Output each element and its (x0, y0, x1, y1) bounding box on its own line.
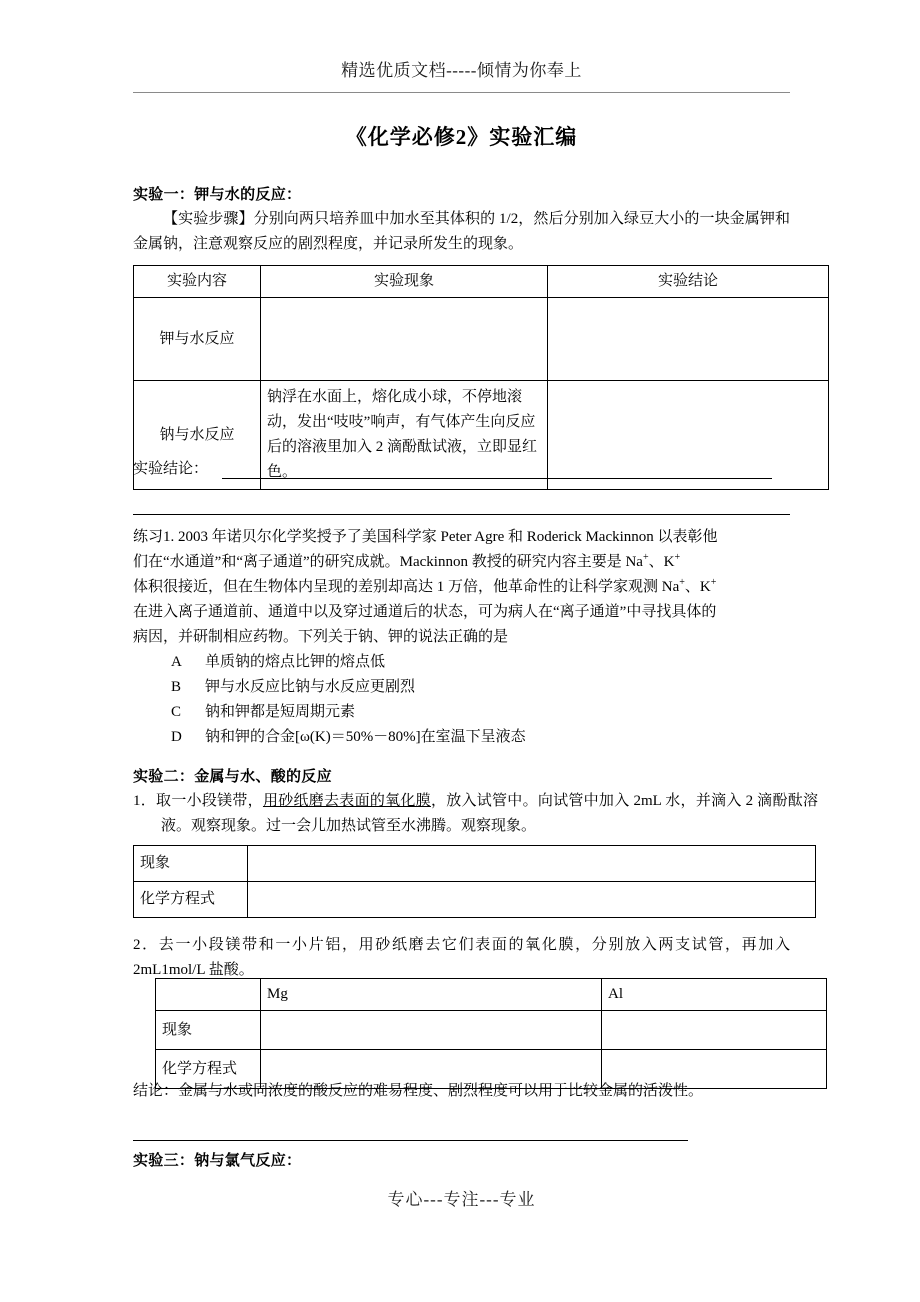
table-header-cell: 实验内容 (134, 266, 261, 298)
exercise-line-5: 病因，并研制相应药物。下列关于钠、钾的说法正确的是 (133, 629, 509, 645)
exercise-one-options (133, 650, 790, 750)
table-header-cell-mg: Mg (261, 979, 602, 1011)
option-text-c: 钠和钾都是短周期元素 (205, 704, 356, 720)
row-label-sodium: 钠与水反应 (134, 381, 261, 490)
option-key-b: B (171, 679, 182, 695)
experiment-one-heading: 实验一：钾与水的反应： (133, 187, 302, 203)
option-key-c: C (171, 704, 182, 720)
cell-al-phenomenon[interactable] (602, 1011, 827, 1050)
table-row (156, 1011, 827, 1050)
superscript-plus: + (679, 577, 685, 588)
row-label-phenomenon: 现象 (156, 1011, 261, 1050)
cell-mg-phenomenon[interactable] (261, 1011, 602, 1050)
exercise-line-2a: 们在“水通道”和“离子通道”的研究成就。Mackinnon 教授的研究内容主要是 Na (133, 554, 643, 570)
experiment-three-heading: 实验三：钠与氯气反应： (133, 1153, 302, 1169)
item1-prefix: 1．取一小段镁带， (133, 793, 263, 809)
table-header-row (156, 979, 827, 1011)
experiment-one-steps: 【实验步骤】分别向两只培养皿中加水至其体积的 1/2，然后分别加入绿豆大小的一块金属钾和金属钠，注意观察反应的剧烈程度，并记录所发生的现象。 (133, 211, 790, 252)
option-text-d: 钠和钾的合金[ω(K)＝50%－80%]在室温下呈液态 (205, 729, 526, 745)
table-header-cell: 实验结论 (548, 266, 829, 298)
row-label-potassium: 钾与水反应 (134, 298, 261, 381)
option-text-b: 钾与水反应比钠与水反应更剧烈 (205, 679, 416, 695)
conclusion-blank-line-2[interactable] (133, 514, 790, 515)
exercise-one-body (133, 525, 790, 650)
table-header-row (134, 266, 829, 298)
exercise-line-2b: 、K (648, 554, 675, 570)
option-key-d: D (171, 729, 182, 745)
section-divider-line (133, 1140, 688, 1141)
table-header-cell-blank (156, 979, 261, 1011)
header-divider (133, 92, 790, 93)
exercise-line-4: 在进入离子通道前、通道中以及穿过通道后的状态，可为病人在“离子通道”中寻找具体的 (133, 604, 717, 620)
row-label-phenomenon: 现象 (134, 846, 248, 882)
exercise-line-3a: 体积很接近，但在生物体内呈现的差别却高达 1 万倍，他革命性的让科学家观测 Na (133, 579, 680, 595)
document-title: 《化学必修2》实验汇编 (345, 125, 578, 149)
exercise-line-1: 练习1. 2003 年诺贝尔化学奖授予了美国科学家 Peter Agre 和 Roderick Mackinnon 以表彰他 (133, 529, 718, 545)
table-header-cell-al: Al (602, 979, 827, 1011)
experiment-two-conclusion: 结论：金属与水或同浓度的酸反应的难易程度、剧烈程度可以用于比较金属的活泼性。 (133, 1083, 704, 1099)
cell-phenomenon-potassium[interactable] (261, 298, 548, 381)
superscript-plus: + (710, 577, 717, 588)
experiment-two-item-2: 2．去一小段镁带和一小片铝，用砂纸磨去它们表面的氧化膜，分别放入两支试管，再加入 2mL1mol/L 盐酸。 (133, 937, 790, 978)
experiment-two-table-1 (133, 845, 816, 918)
superscript-plus: + (642, 552, 649, 563)
option-row-a[interactable] (133, 650, 790, 675)
item1-suffix: ，放入试管中。向试管中加入 2mL 水，并滴入 2 滴酚酞溶液。观察现象。过一会儿加热试管至水沸腾。观察现象。 (161, 793, 818, 834)
experiment-two-heading: 实验二：金属与水、酸的反应 (133, 769, 332, 785)
cell-phenomenon-value[interactable] (248, 846, 816, 882)
table-row (134, 846, 816, 882)
table-row (134, 298, 829, 381)
option-text-a: 单质钠的熔点比钾的熔点低 (205, 654, 386, 670)
experiment-one-conclusion-label: 实验结论： (133, 461, 209, 477)
cell-phenomenon-sodium[interactable]: 钠浮在水面上，熔化成小球，不停地滚动，发出“吱吱”响声，有气体产生向反应后的溶液里加入 2 滴酚酞试液，立即显红色。 (261, 381, 548, 490)
item1-underlined-phrase: 用砂纸磨去表面的氧化膜 (262, 793, 431, 809)
row-label-equation: 化学方程式 (156, 1050, 261, 1089)
option-row-b[interactable] (133, 675, 790, 700)
experiment-two-item-1 (133, 789, 818, 839)
conclusion-blank-line-1[interactable] (222, 478, 772, 479)
cell-equation-value[interactable] (248, 882, 816, 918)
experiment-two-table-2 (155, 978, 827, 1089)
exercise-line-3b: 、K (684, 579, 711, 595)
table-header-cell: 实验现象 (261, 266, 548, 298)
option-row-c[interactable] (133, 700, 790, 725)
page-footer: 专心---专注---专业 (387, 1190, 536, 1209)
superscript-plus: + (674, 552, 681, 563)
cell-conclusion-potassium[interactable] (548, 298, 829, 381)
option-key-a: A (171, 654, 182, 670)
row-label-equation: 化学方程式 (134, 882, 248, 918)
option-row-d[interactable] (133, 725, 790, 750)
running-header: 精选优质文档-----倾情为你奉上 (341, 61, 582, 80)
table-row (134, 882, 816, 918)
